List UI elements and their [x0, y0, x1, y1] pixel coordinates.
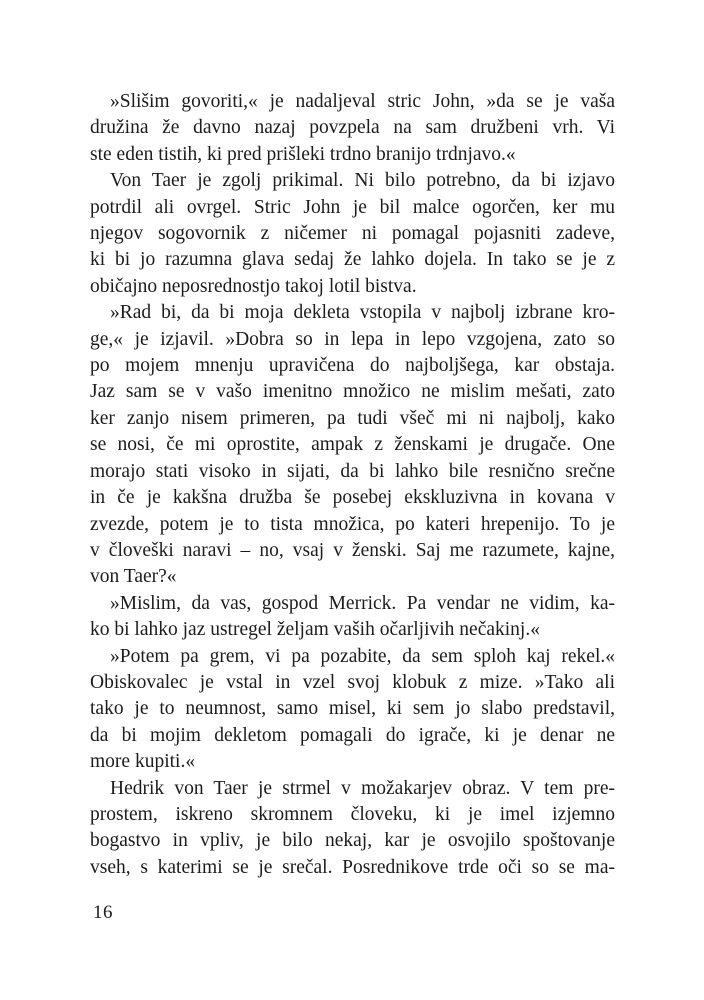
text-line: ko bi lahko jaz ustregel željam vaših očarljivih nečakinj.« [90, 619, 540, 641]
text-line: prostem, iskreno skromnem človeku, ki je imel izjemno [90, 803, 615, 825]
text-line: se nosi, če mi oprostite, ampak z ženskami je drugače. One [90, 434, 615, 456]
text-line: ki bi jo razumna glava sedaj že lahko dojela. In tako se je z [90, 249, 615, 271]
text-line: von Taer?« [90, 566, 177, 588]
text-line: ker zanjo nisem primeren, pa tudi všeč mi ni najbolj, kako [90, 407, 615, 429]
text-line: družina že davno nazaj povzpela na sam družbeni vrh. Vi [90, 117, 615, 139]
text-line: Obiskovalec je vstal in vzel svoj klobuk z mize. »Tako ali [90, 671, 615, 693]
text-line: morajo stati visoko in sijati, da bi lahko bile resnično srečne [90, 460, 615, 482]
paragraph [90, 591, 615, 644]
paragraph [90, 89, 615, 168]
text-line: Hedrik von Taer je strmel v možakarjev obraz. V tem pre- [110, 777, 615, 799]
text-line: »Potem pa grem, vi pa pozabite, da sem sploh kaj rekel.« [110, 645, 615, 667]
text-line: Jaz sam se v vašo imenitno množico ne mislim mešati, zato [90, 381, 615, 403]
text-line: vseh, s katerimi se je srečal. Posrednikove trde oči so se ma- [90, 856, 615, 878]
text-line: običajno neposrednostjo takoj lotil bistva. [90, 275, 417, 297]
paragraph [90, 644, 615, 776]
text-line: da bi mojim dekletom pomagali do igrače, ki je denar ne [90, 724, 615, 746]
text-line: njegov sogovornik z ničemer ni pomagal pojasniti zadeve, [90, 223, 615, 245]
text-line: more kupiti.« [90, 751, 196, 773]
paragraph [90, 776, 615, 882]
text-line: »Mislim, da vas, gospod Merrick. Pa vendar ne vidim, ka- [110, 592, 615, 614]
text-line: zvezde, potem je to tista množica, po kateri hrepenijo. To je [90, 513, 615, 535]
text-line: v človeški naravi – no, vsaj v ženski. Saj me razumete, kajne, [90, 539, 615, 561]
text-line: in če je kakšna družba še posebej ekskluzivna in kovana v [90, 487, 615, 509]
text-line: Von Taer je zgolj prikimal. Ni bilo potrebno, da bi izjavo [110, 170, 615, 192]
text-line: »Rad bi, da bi moja dekleta vstopila v najbolj izbrane kro- [110, 302, 615, 324]
text-line: ste eden tistih, ki pred prišleki trdno branijo trdnjavo.« [90, 143, 516, 165]
text-line: po mojem mnenju upravičena do najboljšega, kar obstaja. [90, 355, 615, 377]
text-line: bogastvo in vpliv, je bilo nekaj, kar je osvojilo spoštovanje [90, 830, 615, 852]
paragraph [90, 168, 615, 300]
text-block [90, 89, 615, 881]
text-line: »Slišim govoriti,« je nadaljeval stric John, »da se je vaša [110, 91, 615, 112]
paragraph [90, 300, 615, 590]
page-number: 16 [93, 902, 113, 923]
text-line: ge,« je izjavil. »Dobra so in lepa in lepo vzgojena, zato so [90, 328, 615, 350]
text-line: tako je to neumnost, samo misel, ki sem jo slabo predstavil, [90, 698, 615, 720]
text-line: potrdil ali ovrgel. Stric John je bil malce ogorčen, ker mu [90, 196, 615, 218]
